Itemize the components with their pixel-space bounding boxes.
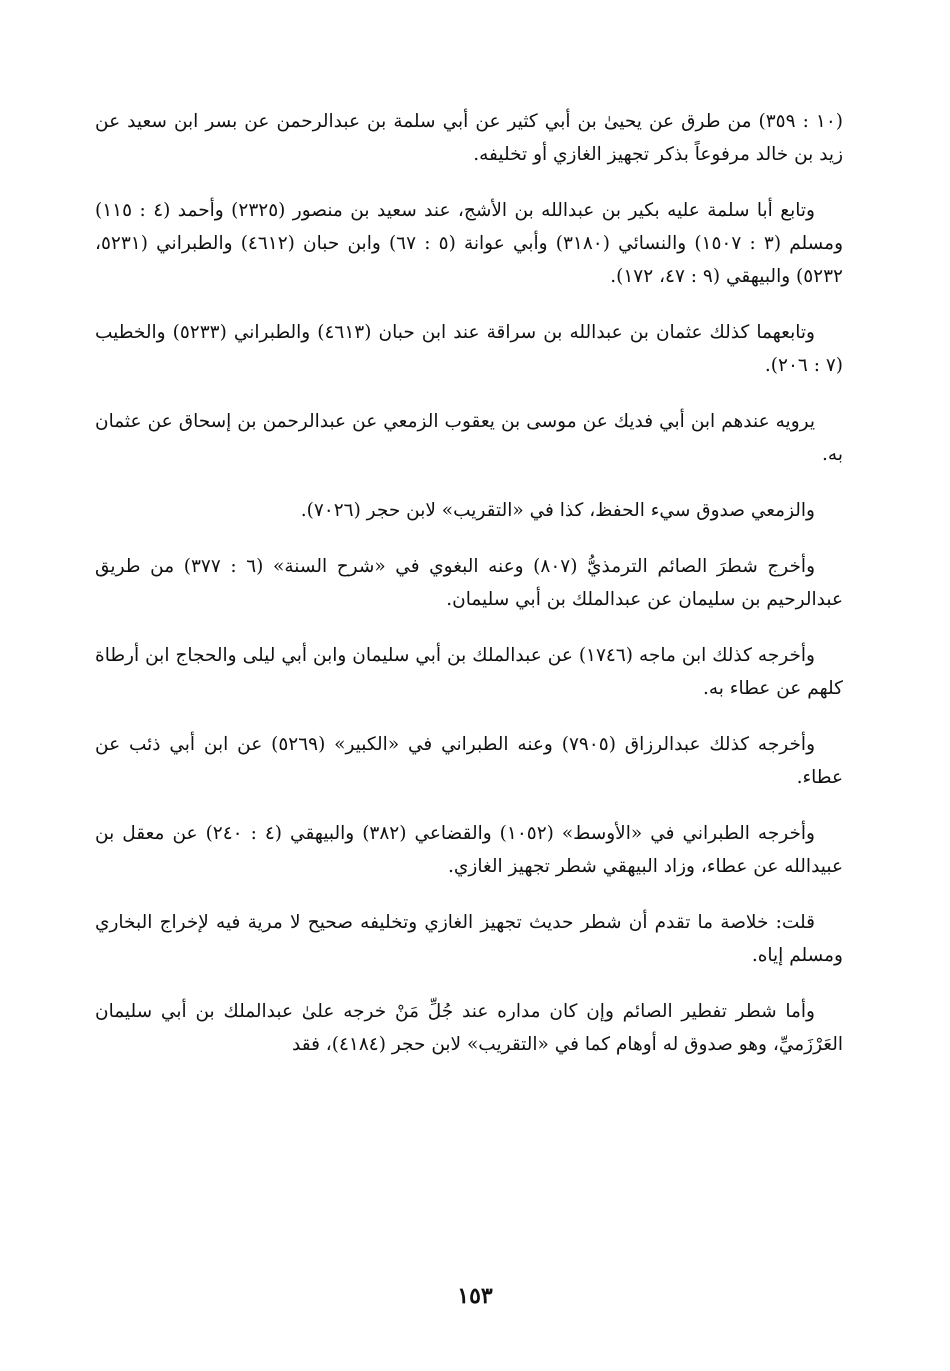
- paragraph-10: قلت: خلاصة ما تقدم أن شطر حديث تجهيز الغازي وتخليفه صحيح لا مرية فيه لإخراج البخاري ومسلم إياه.: [95, 912, 843, 966]
- paragraph-4: يرويه عندهم ابن أبي فديك عن موسى بن يعقوب الزمعي عن عبدالرحمن بن إسحاق عن عثمان به.: [95, 411, 843, 465]
- paragraph-1: (١٠ : ٣٥٩) من طرق عن يحيىٰ بن أبي كثير عن أبي سلمة بن عبدالرحمن عن بسر ابن سعيد عن زيد بن خالد مرفوعاً بذكر تجهيز الغازي أو تخليفه.: [95, 111, 843, 165]
- paragraph-5: والزمعي صدوق سيء الحفظ، كذا في «التقريب» لابن حجر (٧٠٢٦).: [300, 500, 815, 521]
- paragraph-11: وأما شطر تفطير الصائم وإن كان مداره عند جُلِّ مَنْ خرجه علىٰ عبدالملك بن أبي سليمان العَرْزَميِّ، وهو صدوق له أوهام كما في «التقريب» لابن حجر (٤١٨٤)، فقد: [95, 1001, 843, 1055]
- paragraph-8: وأخرجه كذلك عبدالرزاق (٧٩٠٥) وعنه الطبراني في «الكبير» (٥٢٦٩) عن ابن أبي ذئب عن عطاء.: [95, 734, 843, 788]
- paragraph-6: وأخرج شطرَ الصائم الترمذيُّ (٨٠٧) وعنه البغوي في «شرح السنة» (٦ : ٣٧٧) من طريق عبدالرحيم بن سليمان عن عبدالملك بن أبي سليمان.: [95, 556, 843, 610]
- page-body: [95, 105, 843, 1084]
- paragraph-2: وتابع أبا سلمة عليه بكير بن عبدالله بن الأشج، عند سعيد بن منصور (٢٣٢٥) وأحمد (٤ : ١١٥) ومسلم (٣ : ١٥٠٧) والنسائي (٣١٨٠) وأبي عوانة (٥ : ٦٧) وابن حبان (٤٦١٢) والطبراني (٥٢٣١، ٥٢٣٢) والبيهقي (٩ : ٤٧، ١٧٢).: [95, 200, 844, 287]
- paragraph-9: وأخرجه الطبراني في «الأوسط» (١٠٥٢) والقضاعي (٣٨٢) والبيهقي (٤ : ٢٤٠) عن معقل بن عبيدالله عن عطاء، وزاد البيهقي شطر تجهيز الغازي.: [95, 823, 843, 877]
- page-number: ١٥٣: [457, 1283, 493, 1309]
- paragraph-3: وتابعهما كذلك عثمان بن عبدالله بن سراقة عند ابن حبان (٤٦١٣) والطبراني (٥٢٣٣) والخطيب (٧ : ٢٠٦).: [95, 322, 843, 376]
- paragraph-7: وأخرجه كذلك ابن ماجه (١٧٤٦) عن عبدالملك بن أبي سليمان وابن أبي ليلى والحجاج ابن أرطاة كلهم عن عطاء به.: [95, 645, 843, 699]
